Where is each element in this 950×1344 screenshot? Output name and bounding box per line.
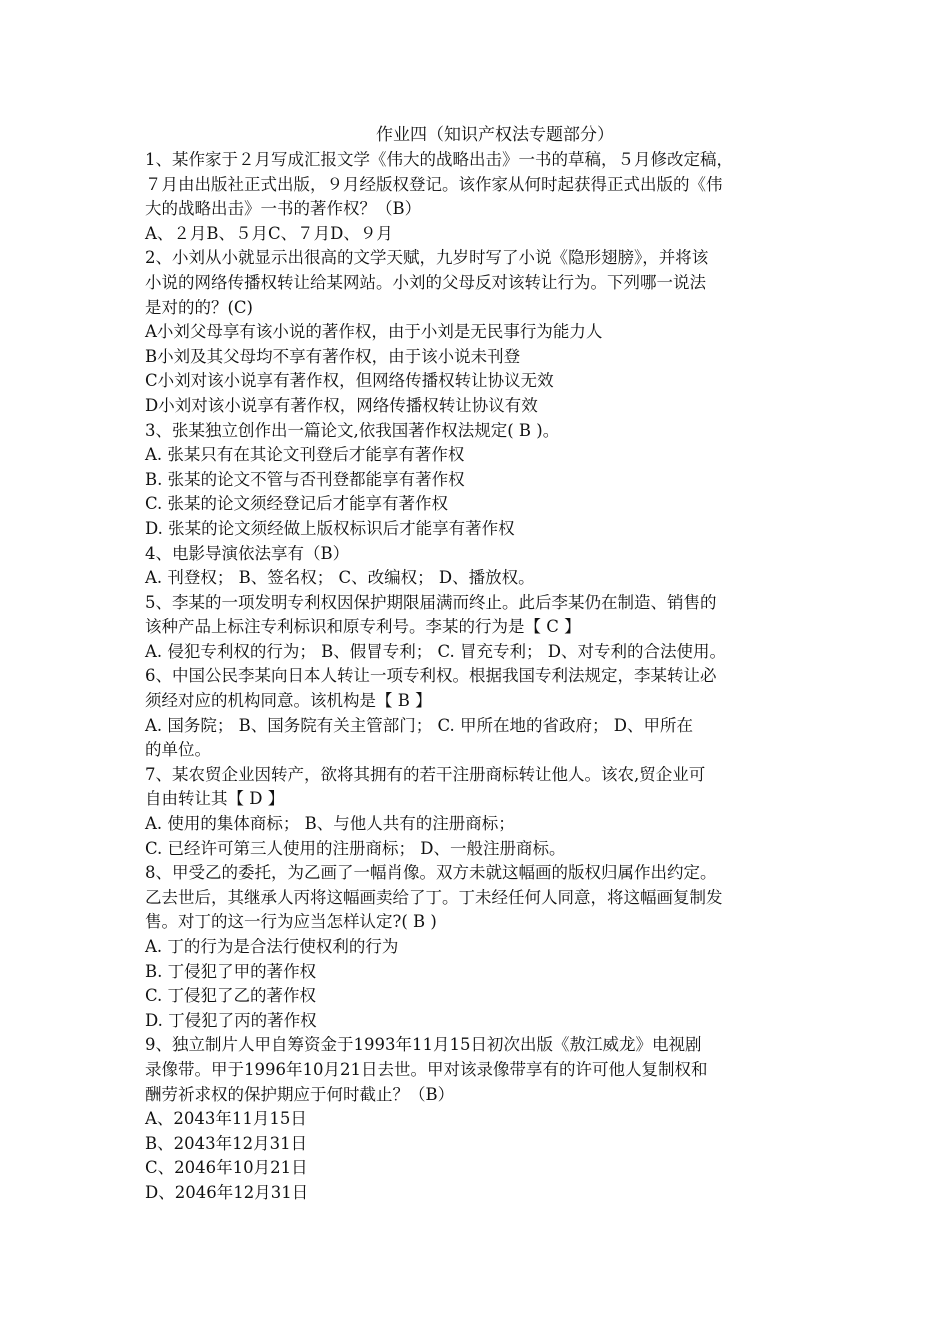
text-line: A. 丁的行为是合法行使权利的行为 <box>145 937 399 956</box>
text-line: B. 丁侵犯了甲的著作权 <box>145 961 317 981</box>
text-line: 8、甲受乙的委托，为乙画了一幅肖像。双方未就这幅画的版权归属作出约定。 <box>145 863 717 883</box>
text-line: A小刘父母享有该小说的著作权，由于小刘是无民事行为能力人 <box>145 322 603 342</box>
text-line: 9、独立制片人甲自筹资金于1993年11月15日初次出版《敖江威龙》电视剧 <box>145 1035 702 1055</box>
text-line: 的单位。 <box>145 740 211 760</box>
text-line: A. 张某只有在其论文刊登后才能享有著作权 <box>145 445 465 465</box>
text-line: B、2043年12月31日 <box>145 1133 308 1153</box>
text-line: 3、张某独立创作出一篇论文,依我国著作权法规定( B )。 <box>145 420 560 440</box>
text-line: 大的战略出击》一书的著作权？（B） <box>145 199 422 219</box>
text-line: 7、某农贸企业因转产，欲将其拥有的若干注册商标转让他人。该农,贸企业可 <box>145 764 706 784</box>
text-line: 该种产品上标注专利标识和原专利号。李某的行为是【 C 】 <box>145 617 581 637</box>
text-line: A、２月B、５月C、７月D、９月 <box>145 223 393 243</box>
text-line: B小刘及其父母均不享有著作权，由于该小说未刊登 <box>145 346 521 366</box>
text-line: A. 使用的集体商标； B、与他人共有的注册商标； <box>145 814 515 834</box>
text-line: 2、小刘从小就显示出很高的文学天赋，九岁时写了小说《隐形翅膀》，并将该 <box>145 248 709 268</box>
document-body <box>145 148 825 1206</box>
text-line: A. 侵犯专利权的行为； B、假冒专利； C. 冒充专利； D、对专利的合法使用。 <box>145 641 727 661</box>
text-line: 6、中国公民李某向日本人转让一项专利权。根据我国专利法规定，李某转让必 <box>145 666 717 686</box>
text-line: C. 丁侵犯了乙的著作权 <box>145 986 317 1006</box>
text-line: 是对的的？(C) <box>145 297 253 317</box>
text-line: D、2046年12月31日 <box>145 1182 309 1202</box>
text-line: A. 刊登权； B、签名权； C、改编权； D、播放权。 <box>145 568 535 588</box>
text-line: 售。对丁的这一行为应当怎样认定?( B ) <box>145 912 437 932</box>
text-line: B. 张某的论文不管与否刊登都能享有著作权 <box>145 469 465 489</box>
text-line: 1、某作家于２月写成汇报文学《伟大的战略出击》一书的草稿，５月修改定稿， <box>145 150 733 169</box>
text-line: 酬劳祈求权的保护期应于何时截止？（B） <box>145 1084 455 1104</box>
text-line: A. 国务院； B、国务院有关主管部门； C. 甲所在地的省政府； D、甲所在 <box>145 715 694 735</box>
text-line: D小刘对该小说享有著作权，网络传播权转让协议有效 <box>145 395 538 415</box>
text-line: 4、电影导演依法享有（B） <box>145 543 350 563</box>
text-line: D. 丁侵犯了丙的著作权 <box>145 1010 317 1030</box>
document-title: 作业四（知识产权法专题部分） <box>376 125 614 145</box>
text-line: 自由转让其【 D 】 <box>145 789 285 809</box>
text-line: A、2043年11月15日 <box>145 1109 307 1129</box>
text-line: C. 已经许可第三人使用的注册商标； D、一般注册商标。 <box>145 838 566 858</box>
text-line: 须经对应的机构同意。该机构是【 B 】 <box>145 691 432 711</box>
text-line: 录像带。甲于1996年10月21日去世。甲对该录像带享有的许可他人复制权和 <box>145 1059 708 1079</box>
text-line: 小说的网络传播权转让给某网站。小刘的父母反对该转让行为。下列哪一说法 <box>145 272 706 292</box>
text-line: D. 张某的论文须经做上版权标识后才能享有著作权 <box>145 518 515 538</box>
text-line: C. 张某的论文须经登记后才能享有著作权 <box>145 494 449 514</box>
text-line: 乙去世后，其继承人丙将这幅画卖给了丁。丁未经任何人同意，将这幅画复制发 <box>145 887 723 907</box>
text-line: C、2046年10月21日 <box>145 1158 308 1178</box>
text-line: ７月由出版社正式出版，９月经版权登记。该作家从何时起获得正式出版的《伟 <box>145 174 723 194</box>
text-line: 5、李某的一项发明专利权因保护期限届满而终止。此后李某仍在制造、销售的 <box>145 592 717 612</box>
document-page <box>145 123 825 1206</box>
text-line: C小刘对该小说享有著作权，但网络传播权转让协议无效 <box>145 371 554 391</box>
